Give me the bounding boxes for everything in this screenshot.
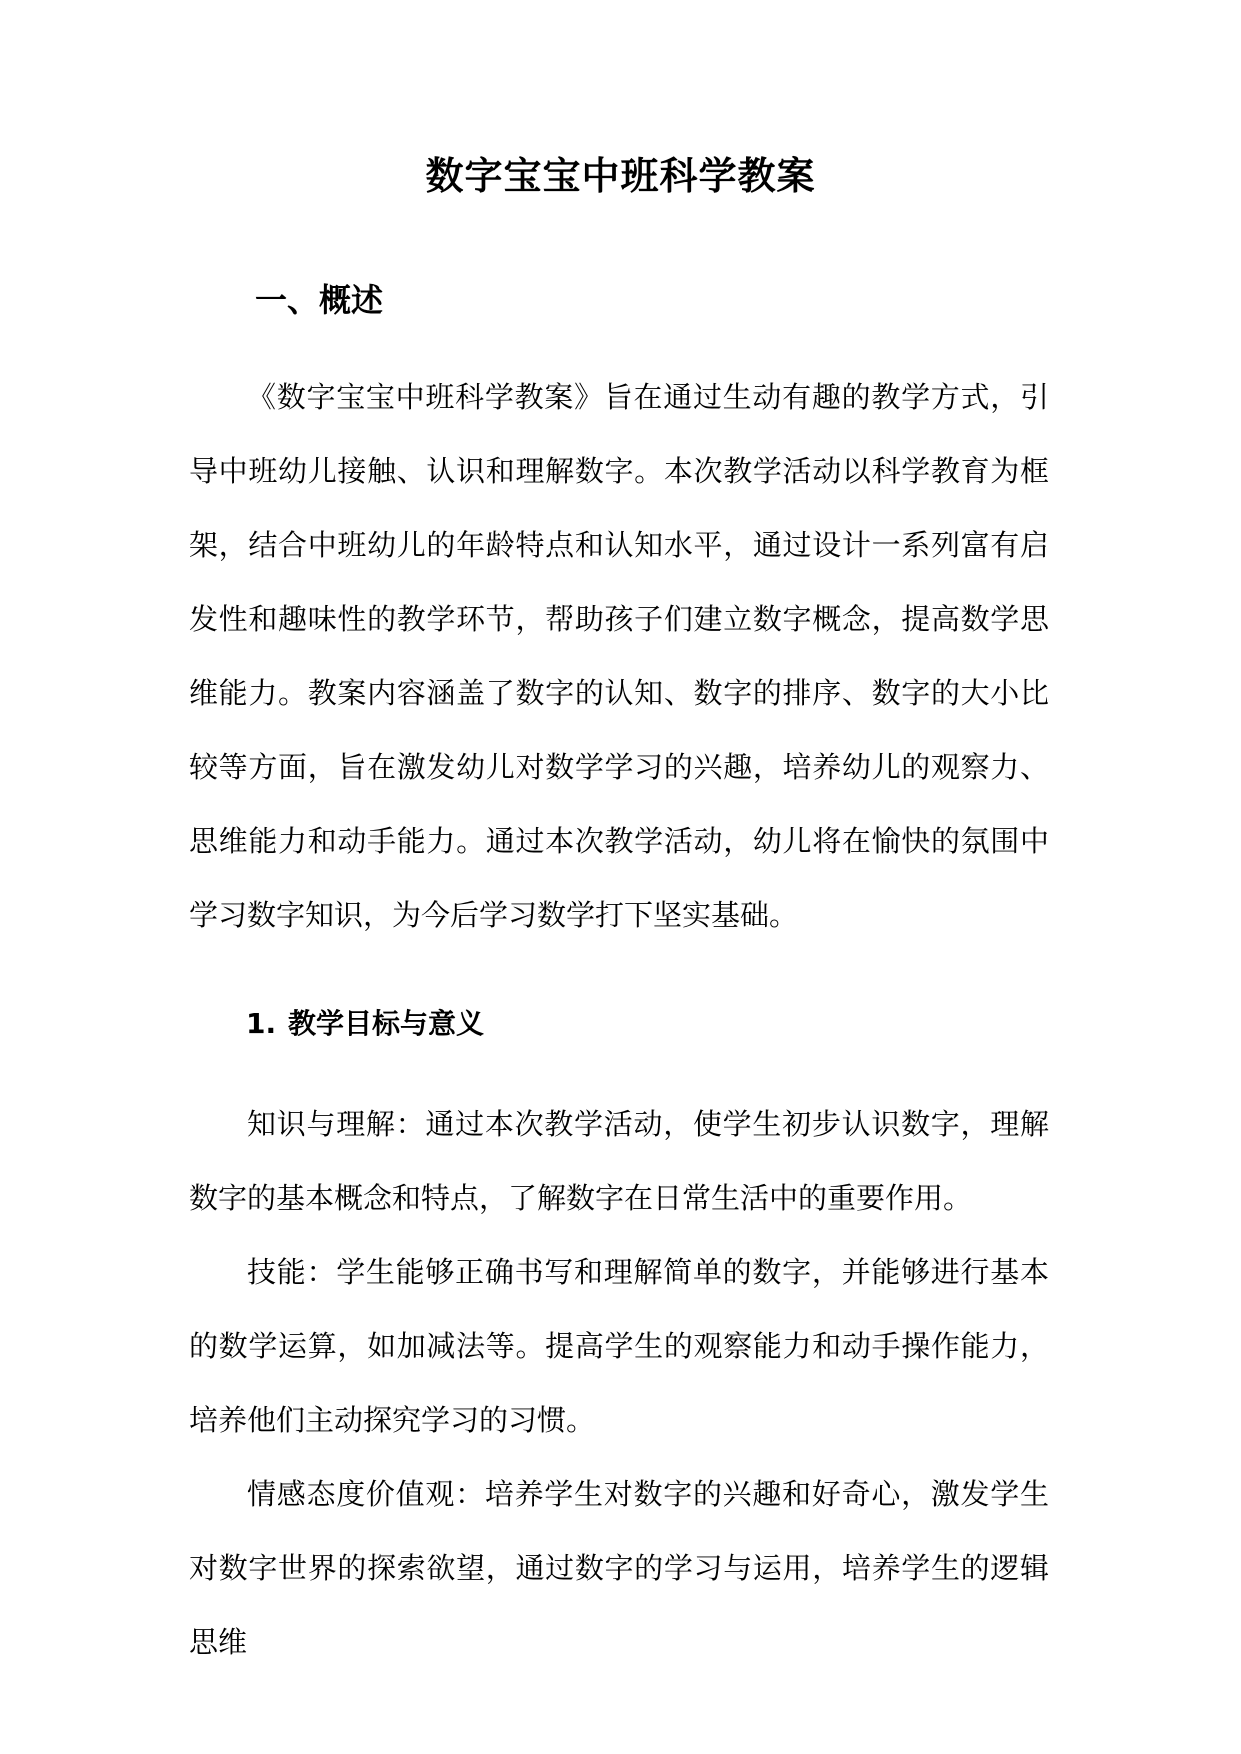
subsection-number: 1. — [246, 1007, 277, 1040]
section-heading-overview: 一、概述 — [255, 281, 384, 319]
document-title: 数字宝宝中班科学教案 — [425, 154, 816, 198]
overview-paragraph: 《数字宝宝中班科学教案》旨在通过生动有趣的教学方式，引导中班幼儿接触、认识和理解数字。本次教学活动以科学教育为框架，结合中班幼儿的年龄特点和认知水平，通过设计一系列富有启发性和趣味性的教学环节，帮助孩子们建立数字概念，提高数学思维能力。教案内容涵盖了数字的认知、数字的排序、数字的大小比较等方面，旨在激发幼儿对数学学习的兴趣，培养幼儿的观察力、思维能力和动手能力。通过本次教学活动，幼儿将在愉快的氛围中学习数字知识，为今后学习数学打下坚实基础。 — [189, 380, 1049, 932]
emotion-paragraph: 情感态度价值观：培养学生对数字的兴趣和好奇心，激发学生对数字世界的探索欲望，通过数字的学习与运用，培养学生的逻辑思维 — [189, 1477, 1049, 1659]
subsection-heading-goals — [246, 1004, 484, 1044]
skill-paragraph: 技能：学生能够正确书写和理解简单的数字，并能够进行基本的数学运算，如加减法等。提高学生的观察能力和动手操作能力，培养他们主动探究学习的习惯。 — [189, 1255, 1049, 1437]
knowledge-paragraph: 知识与理解：通过本次教学活动，使学生初步认识数字，理解数字的基本概念和特点，了解数字在日常生活中的重要作用。 — [189, 1107, 1049, 1215]
subsection-title: 教学目标与意义 — [288, 1007, 485, 1040]
